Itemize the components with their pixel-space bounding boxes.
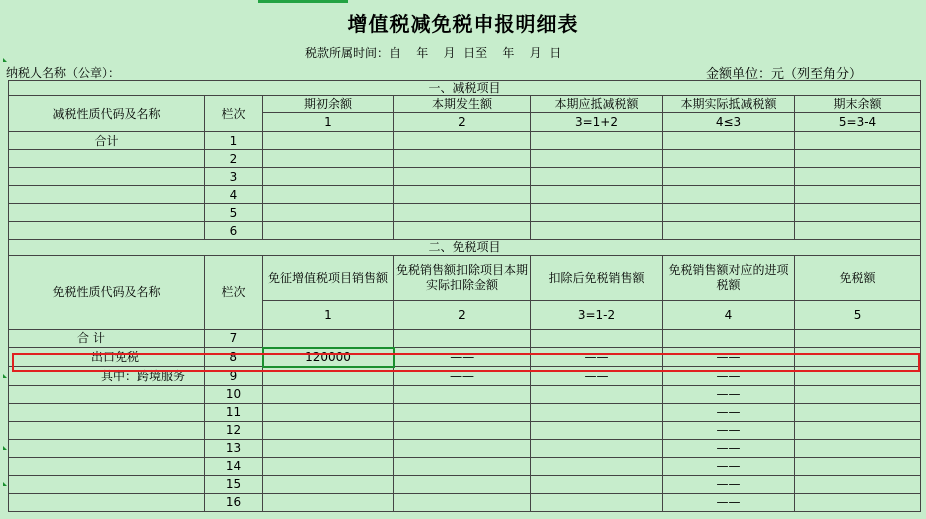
cell[interactable] — [9, 421, 205, 439]
cell[interactable] — [795, 439, 921, 457]
cross-border-service-label[interactable]: 其中：跨境服务 — [9, 367, 205, 386]
cell[interactable] — [531, 457, 663, 475]
reduction-colnum-4: 4≤3 — [663, 113, 795, 132]
cell[interactable] — [531, 132, 663, 150]
dash-cell[interactable]: —— — [663, 439, 795, 457]
dash-cell[interactable]: —— — [663, 403, 795, 421]
exemption-section-title: 二、免税项目 — [9, 240, 921, 255]
cell[interactable] — [663, 204, 795, 222]
cell[interactable] — [9, 222, 205, 240]
row-number[interactable]: 6 — [205, 222, 263, 240]
cell[interactable] — [795, 475, 921, 493]
cell-comment-marker — [3, 446, 7, 450]
cell[interactable] — [263, 493, 394, 511]
table-row — [9, 186, 921, 204]
cell[interactable] — [394, 457, 531, 475]
cell[interactable] — [9, 150, 205, 168]
cell[interactable] — [531, 493, 663, 511]
cell[interactable] — [531, 168, 663, 186]
cell[interactable] — [795, 168, 921, 186]
cell[interactable] — [9, 493, 205, 511]
cell[interactable] — [394, 168, 531, 186]
cell[interactable] — [394, 186, 531, 204]
exemption-col-5: 免税额 — [795, 255, 921, 300]
cell[interactable] — [394, 475, 531, 493]
cell[interactable] — [795, 186, 921, 204]
cell[interactable] — [9, 457, 205, 475]
row-number[interactable]: 4 — [205, 186, 263, 204]
cell[interactable] — [531, 385, 663, 403]
row-number[interactable]: 11 — [205, 403, 263, 421]
reduction-colnum-1: 1 — [263, 113, 394, 132]
taxpayer-name-label: 纳税人名称（公章）： — [6, 66, 121, 80]
cell[interactable] — [394, 421, 531, 439]
cell[interactable] — [795, 204, 921, 222]
cell[interactable] — [263, 385, 394, 403]
exemption-col-1: 免征增值税项目销售额 — [263, 255, 394, 300]
cell[interactable] — [263, 403, 394, 421]
table-row — [9, 439, 921, 457]
exemption-colnum-1: 1 — [263, 300, 394, 329]
cell[interactable] — [531, 150, 663, 168]
reduction-row-header: 栏次 — [205, 96, 263, 132]
reduction-col-2: 本期发生额 — [394, 96, 531, 113]
cell[interactable] — [263, 475, 394, 493]
row-number[interactable]: 3 — [205, 168, 263, 186]
amount-unit: 金额单位：元（列至角分） — [706, 67, 863, 82]
cell[interactable] — [531, 186, 663, 204]
cell[interactable] — [531, 439, 663, 457]
row-number[interactable]: 14 — [205, 457, 263, 475]
cell[interactable] — [531, 204, 663, 222]
dash-cell[interactable]: —— — [663, 367, 795, 386]
row-number[interactable]: 15 — [205, 475, 263, 493]
table-row — [9, 222, 921, 240]
cell[interactable] — [795, 348, 921, 367]
cell[interactable] — [263, 457, 394, 475]
table-row — [9, 132, 921, 150]
cell[interactable] — [795, 493, 921, 511]
detail-table — [8, 80, 921, 512]
cell[interactable] — [394, 150, 531, 168]
cell[interactable] — [263, 204, 394, 222]
cell[interactable] — [263, 186, 394, 204]
cell[interactable] — [263, 168, 394, 186]
cell[interactable] — [394, 403, 531, 421]
cell[interactable] — [263, 329, 394, 348]
cell[interactable] — [795, 132, 921, 150]
cell[interactable] — [9, 475, 205, 493]
cell[interactable] — [531, 475, 663, 493]
dash-cell[interactable]: —— — [663, 348, 795, 367]
dash-cell[interactable]: —— — [531, 367, 663, 386]
cell[interactable] — [9, 385, 205, 403]
reduction-col-5: 期末余额 — [795, 96, 921, 113]
export-exemption-label[interactable]: 出口免税 — [9, 348, 205, 367]
cell[interactable] — [394, 204, 531, 222]
row-number[interactable]: 1 — [205, 132, 263, 150]
cell[interactable] — [795, 457, 921, 475]
form-title: 增值税减免税申报明细表 — [347, 12, 579, 36]
cell[interactable] — [795, 150, 921, 168]
cell[interactable] — [263, 132, 394, 150]
cell[interactable] — [394, 385, 531, 403]
row-number[interactable]: 2 — [205, 150, 263, 168]
cell[interactable] — [663, 329, 795, 348]
cell[interactable] — [795, 421, 921, 439]
cell[interactable] — [795, 329, 921, 348]
reduction-colnum-3: 3=1+2 — [531, 113, 663, 132]
cell[interactable] — [795, 385, 921, 403]
cell[interactable] — [531, 403, 663, 421]
dash-cell[interactable]: —— — [531, 348, 663, 367]
exemption-colnum-4: 4 — [663, 300, 795, 329]
cell[interactable] — [9, 439, 205, 457]
table-row — [9, 367, 921, 386]
reduction-colnum-2: 2 — [394, 113, 531, 132]
reduction-col-1: 期初余额 — [263, 96, 394, 113]
reduction-total-label[interactable]: 合计 — [9, 132, 205, 150]
cell[interactable] — [663, 132, 795, 150]
cell[interactable] — [394, 493, 531, 511]
cell[interactable] — [663, 168, 795, 186]
row-number[interactable]: 12 — [205, 421, 263, 439]
table-row — [9, 475, 921, 493]
exemption-col-4: 免税销售额对应的进项税额 — [663, 255, 795, 300]
exemption-total-label[interactable]: 合 计 — [9, 329, 205, 348]
cell[interactable] — [795, 222, 921, 240]
export-sales-cell[interactable]: 120000 — [263, 348, 394, 367]
reduction-colnum-5: 5=3-4 — [795, 113, 921, 132]
exemption-col-2: 免税销售额扣除项目本期实际扣除金额 — [394, 255, 531, 300]
tax-period: 税款所属时间：自 年 月 日至 年 月 日 — [305, 46, 562, 60]
dash-cell[interactable]: —— — [394, 348, 531, 367]
cell[interactable] — [263, 439, 394, 457]
dash-cell[interactable]: —— — [663, 475, 795, 493]
selected-column-indicator — [258, 0, 348, 3]
cell[interactable] — [531, 222, 663, 240]
cell[interactable] — [394, 222, 531, 240]
row-number[interactable]: 5 — [205, 204, 263, 222]
table-row — [9, 421, 921, 439]
table-row — [9, 168, 921, 186]
exemption-colnum-2: 2 — [394, 300, 531, 329]
row-number[interactable]: 9 — [205, 367, 263, 386]
table-row — [9, 329, 921, 348]
reduction-name-header: 减税性质代码及名称 — [9, 96, 205, 132]
dash-cell[interactable]: —— — [663, 493, 795, 511]
cell[interactable] — [263, 367, 394, 386]
reduction-col-4: 本期实际抵减税额 — [663, 96, 795, 113]
cell[interactable] — [531, 421, 663, 439]
row-number[interactable]: 16 — [205, 493, 263, 511]
cell[interactable] — [263, 421, 394, 439]
cell[interactable] — [795, 367, 921, 386]
dash-cell[interactable]: —— — [663, 421, 795, 439]
cell[interactable] — [9, 168, 205, 186]
cell[interactable] — [394, 329, 531, 348]
cell[interactable] — [394, 132, 531, 150]
row-number[interactable]: 8 — [205, 348, 263, 367]
exemption-row-header: 栏次 — [205, 255, 263, 329]
cell[interactable] — [263, 222, 394, 240]
cell-comment-marker — [3, 58, 7, 62]
row-number[interactable]: 7 — [205, 329, 263, 348]
cell[interactable] — [9, 403, 205, 421]
reduction-col-3: 本期应抵减税额 — [531, 96, 663, 113]
table-row — [9, 204, 921, 222]
table-row — [9, 457, 921, 475]
dash-cell[interactable]: —— — [394, 367, 531, 386]
reduction-section-title: 一、减税项目 — [9, 81, 921, 96]
table-row — [9, 348, 921, 367]
cell[interactable] — [9, 204, 205, 222]
row-number[interactable]: 10 — [205, 385, 263, 403]
dash-cell[interactable]: —— — [663, 457, 795, 475]
cell[interactable] — [9, 186, 205, 204]
exemption-colnum-3: 3=1-2 — [531, 300, 663, 329]
cell[interactable] — [263, 150, 394, 168]
cell[interactable] — [663, 222, 795, 240]
cell[interactable] — [531, 329, 663, 348]
table-row — [9, 403, 921, 421]
dash-cell[interactable]: —— — [663, 385, 795, 403]
exemption-col-3: 扣除后免税销售额 — [531, 255, 663, 300]
cell-comment-marker — [3, 374, 7, 378]
exemption-name-header: 免税性质代码及名称 — [9, 255, 205, 329]
cell[interactable] — [795, 403, 921, 421]
table-row — [9, 150, 921, 168]
exemption-colnum-5: 5 — [795, 300, 921, 329]
cell[interactable] — [394, 439, 531, 457]
cell-comment-marker — [3, 482, 7, 486]
table-row — [9, 385, 921, 403]
cell[interactable] — [663, 150, 795, 168]
cell[interactable] — [663, 186, 795, 204]
table-row — [9, 493, 921, 511]
row-number[interactable]: 13 — [205, 439, 263, 457]
